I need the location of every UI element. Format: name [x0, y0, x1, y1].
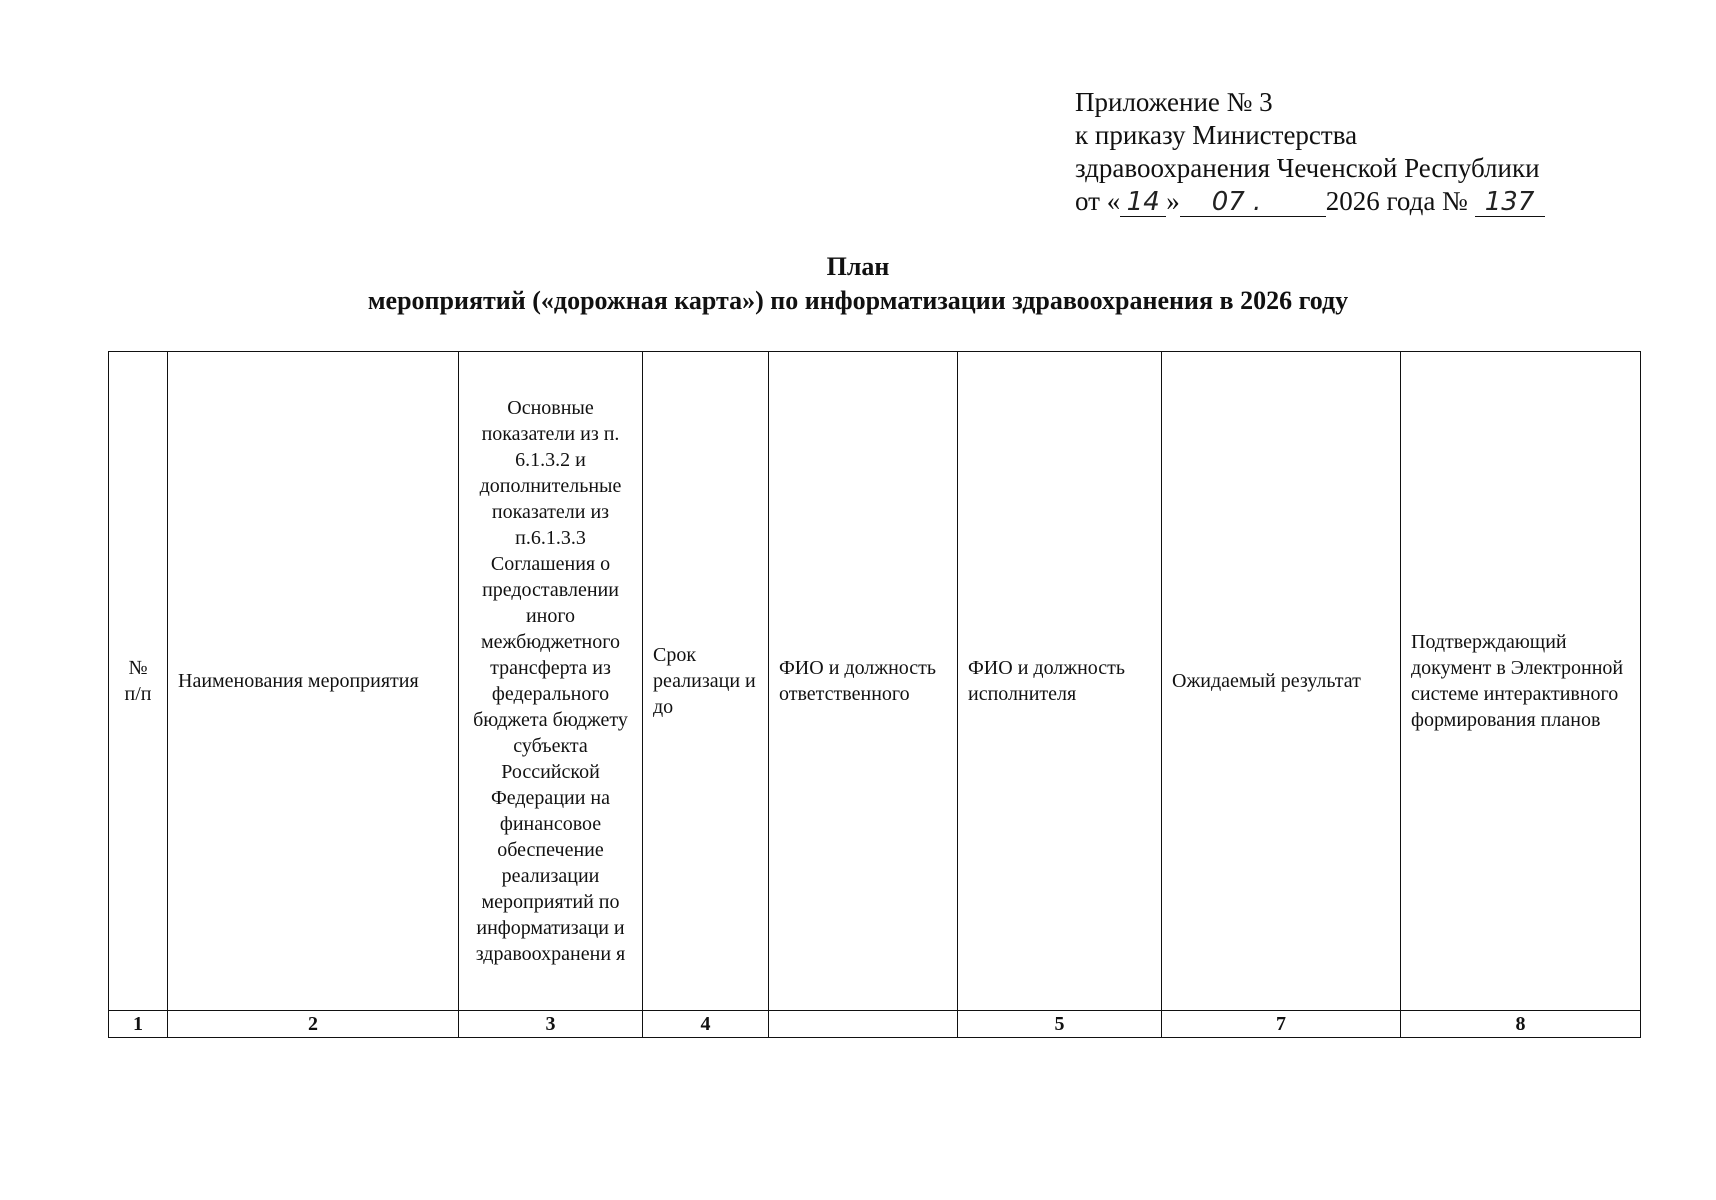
header-indicators: Основные показатели из п. 6.1.3.2 и дополнительные показатели из п.6.1.3.3 Соглашения о предоставлении иного межбюджетного трансферта из федерального бюджета бюджету субъекта Российской Федерации на финансовое обеспечение реализации мероприятий по информатизаци и здравоохранени я: [459, 352, 643, 1011]
header-responsible: ФИО и должность ответственного: [769, 352, 958, 1011]
appendix-number: Приложение № 3: [1075, 87, 1273, 117]
header-executor: ФИО и должность исполнителя: [958, 352, 1162, 1011]
header-event-name: Наименования мероприятия: [168, 352, 459, 1011]
column-number-cell: 4: [643, 1011, 769, 1038]
table-number-row: [109, 1011, 1641, 1038]
date-year-text: 2026 года №: [1325, 186, 1468, 216]
column-number-cell: 5: [958, 1011, 1162, 1038]
appendix-block: [1075, 86, 1545, 218]
document-title: План: [826, 252, 890, 281]
plan-table: [108, 351, 1641, 1038]
header-expected-result: Ожидаемый результат: [1162, 352, 1401, 1011]
appendix-date-line: [1075, 185, 1545, 218]
table-header-row: [109, 352, 1641, 1011]
header-deadline: Срок реализаци и до: [643, 352, 769, 1011]
column-number-cell: 3: [459, 1011, 643, 1038]
document-subtitle: мероприятий («дорожная карта») по информатизации здравоохранения в 2026 году: [367, 286, 1349, 315]
column-number-cell: 7: [1162, 1011, 1401, 1038]
column-number-cell: [769, 1011, 958, 1038]
header-number: № п/п: [109, 352, 168, 1011]
handwritten-order-number: 137: [1475, 188, 1545, 217]
column-number-cell: 8: [1401, 1011, 1641, 1038]
column-number-cell: 2: [168, 1011, 459, 1038]
date-day-close: »: [1166, 186, 1180, 216]
column-number-cell: 1: [109, 1011, 168, 1038]
date-prefix: от «: [1075, 186, 1121, 216]
appendix-order-ref: к приказу Министерства: [1075, 120, 1358, 150]
header-confirming-document: Подтверждающий документ в Электронной системе интерактивного формирования планов: [1401, 352, 1641, 1011]
appendix-ministry: здравоохранения Чеченской Республики: [1075, 153, 1540, 183]
handwritten-month: 07 .: [1180, 188, 1326, 217]
handwritten-day: 14: [1120, 188, 1166, 217]
